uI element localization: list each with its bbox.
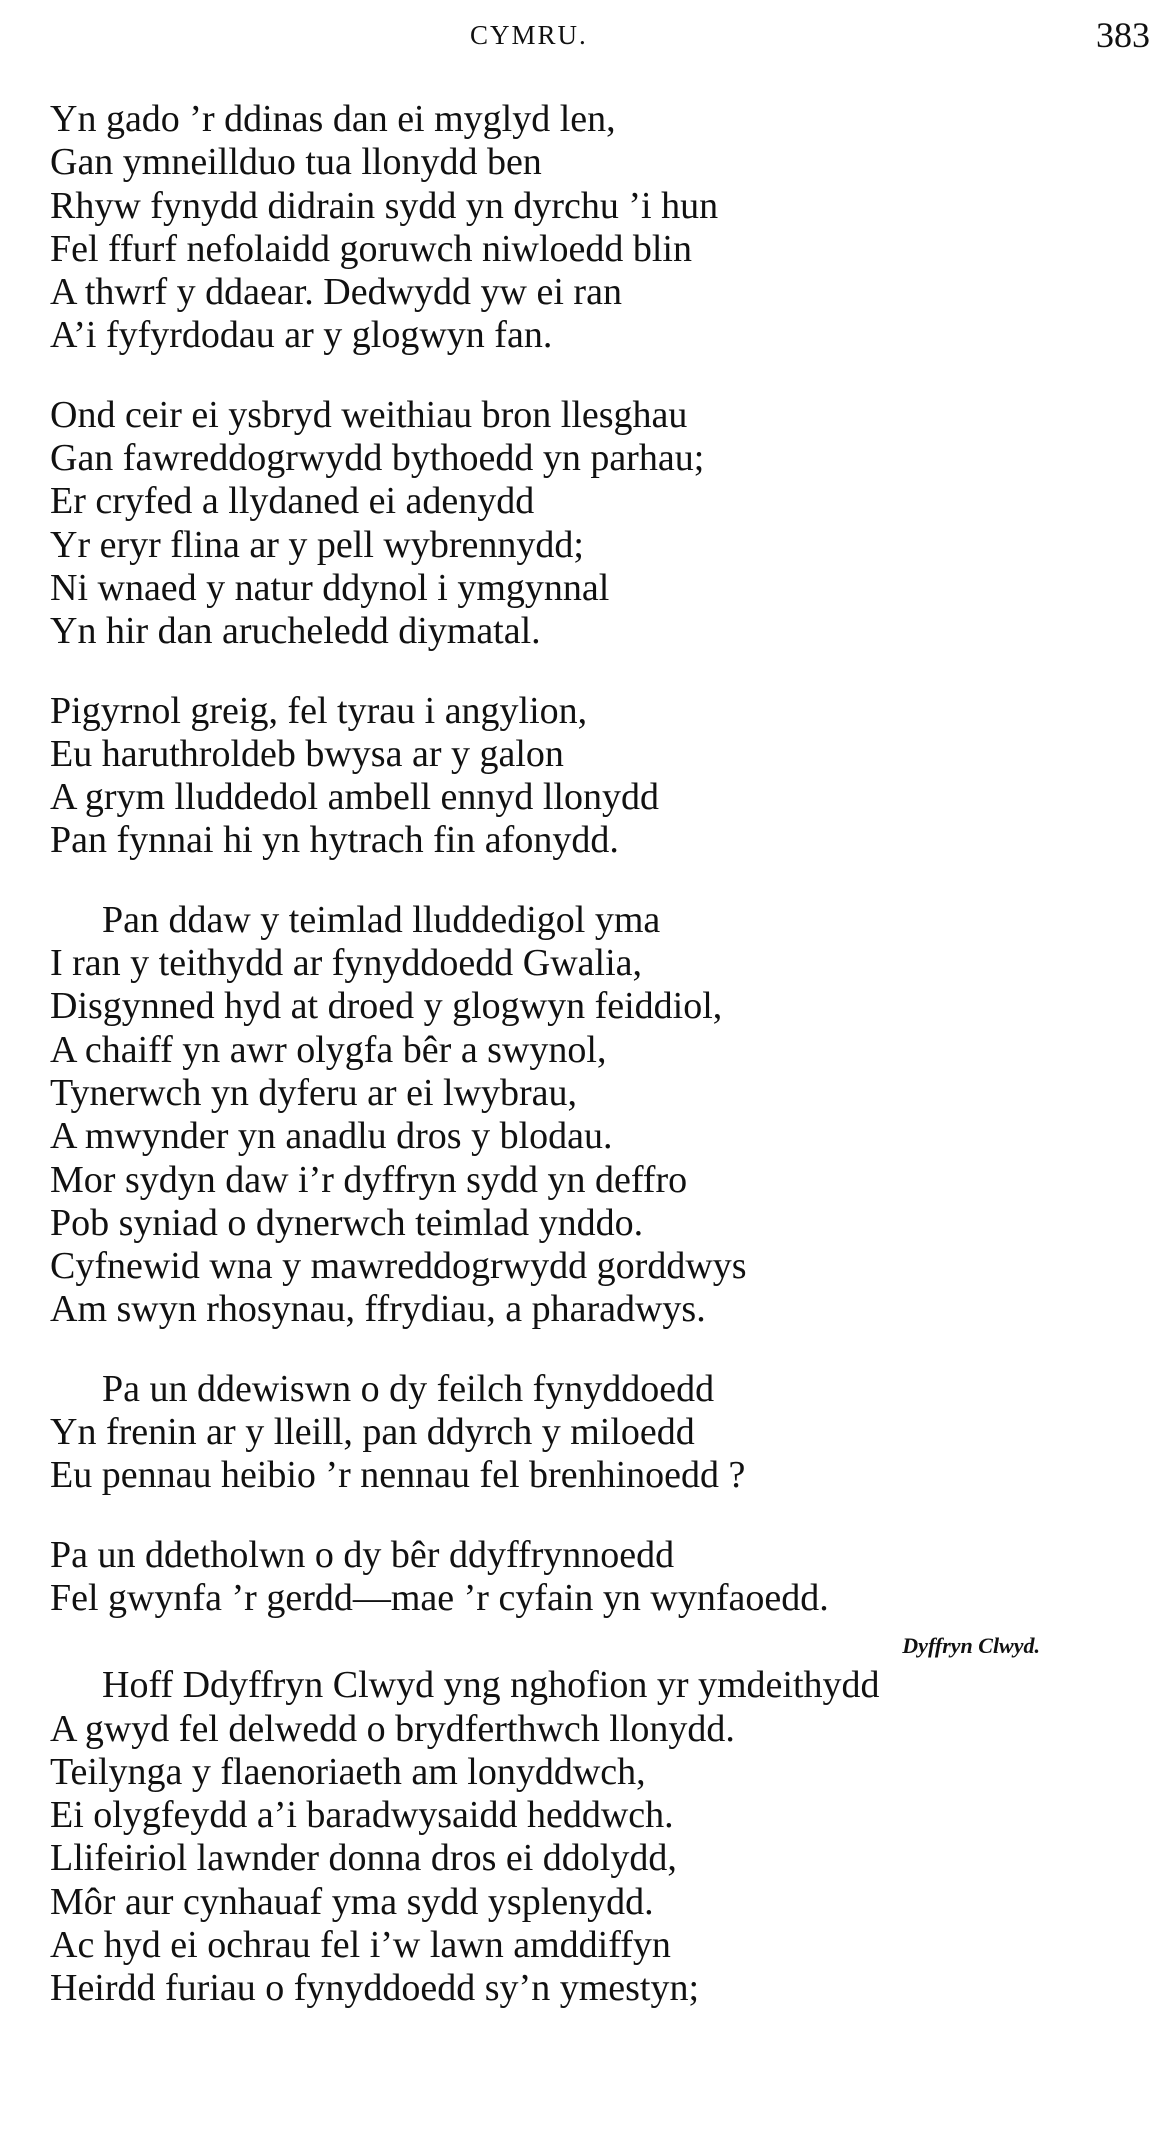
poem-line: Pan fynnai hi yn hytrach fin afonydd. <box>50 819 619 862</box>
stanza-break <box>50 1332 1150 1368</box>
running-title: CYMRU. <box>470 20 588 50</box>
poem-line: Cyfnewid wna y mawreddogrwydd gorddwys <box>50 1245 747 1288</box>
poem-line: Ac hyd ei ochrau fel i’w lawn amddiffyn <box>50 1923 671 1966</box>
stanza <box>50 690 1150 863</box>
poem-line: Tynerwch yn dyferu ar ei lwybrau, <box>50 1071 578 1114</box>
poem-line: A’i fyfyrdodau ar y glogwyn fan. <box>50 314 553 357</box>
stanza <box>50 1368 1150 1498</box>
stanza <box>50 1534 1150 1621</box>
poem-line: Am swyn rhosynau, ffrydiau, a pharadwys. <box>50 1288 706 1331</box>
poem-line: I ran y teithydd ar fynyddoedd Gwalia, <box>50 942 642 985</box>
stanza-break <box>50 1498 1150 1534</box>
poem-line: Eu pennau heibio ’r nennau fel brenhinoedd ? <box>50 1454 746 1497</box>
poem-line: Pa un ddewiswn o dy feilch fynyddoedd <box>102 1367 715 1410</box>
poem-line: A mwynder yn anadlu dros y blodau. <box>50 1115 613 1158</box>
stanza <box>50 899 1150 1332</box>
stanza <box>50 98 1150 358</box>
poem-line: Mor sydyn daw i’r dyffryn sydd yn deffro <box>50 1158 688 1201</box>
poem-line: Fel gwynfa ’r gerdd—mae ’r cyfain yn wynfaoedd. <box>50 1576 829 1619</box>
poem-line: Pigyrnol greig, fel tyrau i angylion, <box>50 689 588 732</box>
stanza-break <box>50 863 1150 899</box>
poem-line: Ni wnaed y natur ddynol i ymgynnal <box>50 566 610 609</box>
poem-line: Ond ceir ei ysbryd weithiau bron llesghau <box>50 393 688 436</box>
section-heading: Dyffryn Clwyd. <box>902 1633 1040 1659</box>
stanza-break <box>50 654 1150 690</box>
poem-line: Yr eryr flina ar y pell wybrennydd; <box>50 523 584 566</box>
poem-line: A thwrf y ddaear. Dedwydd yw ei ran <box>50 271 622 314</box>
poem-line: Heirdd furiau o fynyddoedd sy’n ymestyn; <box>50 1967 700 2010</box>
running-head <box>0 14 1170 58</box>
poem-line: A gwyd fel delwedd o brydferthwch llonydd. <box>50 1707 735 1750</box>
poem-line: Hoff Ddyffryn Clwyd yng nghofion yr ymdeithydd <box>102 1664 880 1707</box>
poem-line: Yn hir dan arucheledd diymatal. <box>50 610 541 653</box>
poem-line: Er cryfed a llydaned ei adenydd <box>50 480 535 523</box>
poem-line: Gan ymneillduo tua llonydd ben <box>50 141 542 184</box>
poem-line: Eu haruthroldeb bwysa ar y galon <box>50 732 564 775</box>
poem-line: Gan fawreddogrwydd bythoedd yn parhau; <box>50 437 705 480</box>
poem-line: Pa un ddetholwn o dy bêr ddyffrynnoedd <box>50 1533 675 1576</box>
section-stanza <box>50 1664 1150 2010</box>
poem-line: Llifeiriol lawnder donna dros ei ddolydd, <box>50 1837 677 1880</box>
poem-line: A grym lluddedol ambell ennyd llonydd <box>50 776 659 819</box>
poem-line: Yn gado ’r ddinas dan ei myglyd len, <box>50 98 616 140</box>
poem-line: Pob syniad o dynerwch teimlad ynddo. <box>50 1201 644 1244</box>
poem-line: Fel ffurf nefolaidd goruwch niwloedd blin <box>50 227 692 270</box>
stanza <box>50 394 1150 654</box>
poem-line: Ei olygfeydd a’i baradwysaidd heddwch. <box>50 1794 674 1837</box>
stanza-break <box>50 358 1150 394</box>
poem-line: Môr aur cynhauaf yma sydd ysplenydd. <box>50 1880 654 1923</box>
poem-body <box>50 98 1150 2011</box>
page-number: 383 <box>1096 15 1150 55</box>
poem-line: A chaiff yn awr olygfa bêr a swynol, <box>50 1028 607 1071</box>
poem-line: Disgynned hyd at droed y glogwyn feiddiol, <box>50 985 723 1028</box>
poem-line: Pan ddaw y teimlad lluddedigol yma <box>102 898 661 941</box>
poem-line: Teilynga y flaenoriaeth am lonyddwch, <box>50 1750 646 1793</box>
poem-line: Rhyw fynydd didrain sydd yn dyrchu ’i hun <box>50 184 719 227</box>
poem-line: Yn frenin ar y lleill, pan ddyrch y miloedd <box>50 1411 695 1454</box>
